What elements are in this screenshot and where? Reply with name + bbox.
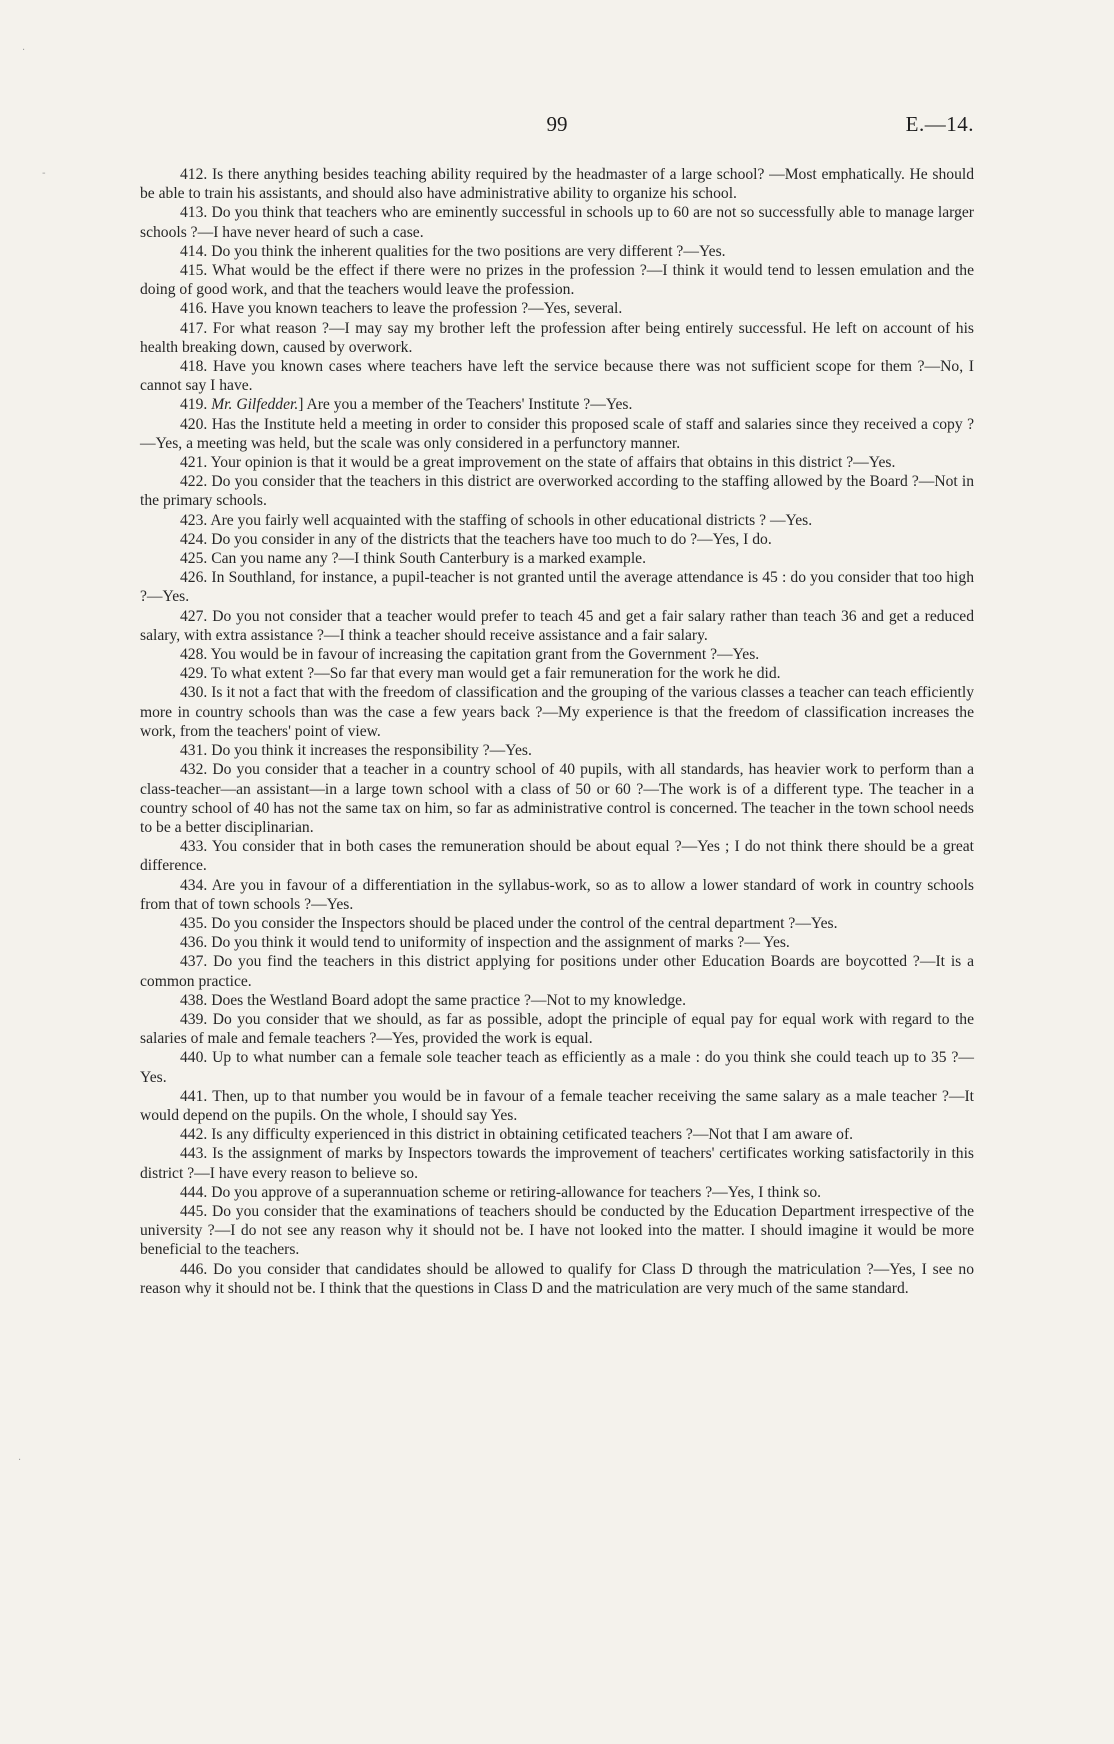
question-435: 435. Do you consider the Inspectors should be placed under the control of the central department ?—Yes. [180,914,838,932]
question-438: 438. Does the Westland Board adopt the same practice ?—Not to my knowledge. [180,991,686,1009]
question-437: 437. Do you find the teachers in this district applying for positions under other Education Boards are boycotted ?—It is a common practice. [140,953,974,990]
question-432: 432. Do you consider that a teacher in a country school of 40 pupils, with all standards, has heavier work to perform than a class-teacher—an assistant—in a large town school with a class of 50 or 60 ?—The work is of a different type. The teacher in a country school of 40 has not the same tax on him, so far as administrative control is concerned. The teacher in the town school needs to be a better disciplinarian. [140,761,974,836]
scan-speck: · [22,45,26,56]
question-444: 444. Do you approve of a superannuation scheme or retiring-allowance for teachers ?—Yes, I think so. [180,1183,822,1201]
question-426: 426. In Southland, for instance, a pupil-teacher is not granted until the average attendance is 45 : do you consider that too high ?—Yes. [140,569,974,606]
question-428: 428. You would be in favour of increasing the capitation grant from the Government ?—Yes. [180,646,760,664]
question-430: 430. Is it not a fact that with the freedom of classification and the grouping of the various classes a teacher can teach efficiently more in country schools than was the case a few years back ?—My experience is that the freedom of classification increases the work, from the teachers' point of view. [140,684,974,740]
question-412: 412. Is there anything besides teaching ability required by the headmaster of a large school? —Most emphatically. He should be able to train his assistants, and should also have administrative ability to organize his school. [140,166,974,203]
question-417: 417. For what reason ?—I may say my brother left the profession after being entirely successful. He left on account of his health breaking down, caused by overwork. [140,319,974,356]
question-413: 413. Do you think that teachers who are eminently successful in schools up to 60 are not so successfully able to manage larger schools ?—I have never heard of such a case. [140,204,974,241]
page-header [140,112,974,142]
question-422: 422. Do you consider that the teachers in this district are overworked according to the staffing allowed by the Board ?—Not in the primary schools. [140,473,974,510]
question-439: 439. Do you consider that we should, as far as possible, adopt the principle of equal pay for equal work with regard to the salaries of male and female teachers ?—Yes, provided the work is equal. [140,1010,974,1048]
page-number: 99 [546,112,568,136]
evidence-body [140,165,974,1298]
section-reference: E.—14. [905,112,974,136]
question-446: 446. Do you consider that candidates should be allowed to qualify for Class D through the matriculation ?—Yes, I see no reason why it should not be. I think that the questions in Class D and the matriculation are very much of the same standard. [140,1260,974,1297]
question-text: ] Are you a member of the Teachers' Institute ?—Yes. [298,396,633,414]
question-419 [140,395,974,414]
question-423: 423. Are you fairly well acquainted with the staffing of schools in other educational districts ? —Yes. [180,511,813,529]
question-441: 441. Then, up to that number you would be in favour of a female teacher receiving the same salary as a male teacher ?—It would depend on the pupils. On the whole, I should say Yes. [140,1087,974,1124]
question-424: 424. Do you consider in any of the districts that the teachers have too much to do ?—Yes, I do. [180,530,772,548]
question-414: 414. Do you think the inherent qualities for the two positions are very different ?—Yes. [180,242,726,260]
scan-speck: · [18,1455,22,1466]
question-431: 431. Do you think it increases the responsibility ?—Yes. [180,742,532,760]
question-427: 427. Do you not consider that a teacher would prefer to teach 45 and get a fair salary rather than teach 36 and get a reduced salary, with extra assistance ?—I think a teacher should receive assistance and a fair salary. [140,607,974,644]
question-433: 433. You consider that in both cases the remuneration should be about equal ?—Yes ; I do not think there should be a great difference. [140,838,974,875]
question-415: 415. What would be the effect if there were no prizes in the profession ?—I think it would tend to lessen emulation and the doing of good work, and that the teachers would leave the profession. [140,262,974,299]
question-418: 418. Have you known cases where teachers have left the service because there was not sufficient scope for them ?—No, I cannot say I have. [140,358,974,395]
question-434: 434. Are you in favour of a differentiation in the syllabus-work, so as to allow a lower standard of work in country schools from that of town schools ?—Yes. [140,876,974,913]
question-436: 436. Do you think it would tend to uniformity of inspection and the assignment of marks ?— Yes. [180,934,790,952]
question-445: 445. Do you consider that the examinations of teachers should be conducted by the Education Department irrespective of the university ?—I do not see any reason why it should not be. I have not looked into the matter. I should imagine it would be more beneficial to the teachers. [140,1202,974,1259]
question-440: 440. Up to what number can a female sole teacher teach as efficiently as a male : do you think she could teach up to 35 ?—Yes. [140,1049,974,1086]
speaker-name: Mr. Gilfedder. [211,396,299,414]
question-420: 420. Has the Institute held a meeting in order to consider this proposed scale of staff and salaries since they received a copy ?—Yes, a meeting was held, but the scale was only considered in a perfunctory manner. [140,415,974,452]
question-429: 429. To what extent ?—So far that every man would get a fair remuneration for the work he did. [180,665,781,683]
scan-speck: - [42,168,46,179]
question-425: 425. Can you name any ?—I think South Canterbury is a marked example. [180,550,646,568]
question-421: 421. Your opinion is that it would be a great improvement on the state of affairs that obtains in this district ?—Yes. [180,454,896,472]
question-443: 443. Is the assignment of marks by Inspectors towards the improvement of teachers' certificates working satisfactorily in this district ?—I have every reason to believe so. [140,1145,974,1182]
question-416: 416. Have you known teachers to leave the profession ?—Yes, several. [180,300,623,318]
question-442: 442. Is any difficulty experienced in this district in obtaining cetificated teachers ?—Not that I am aware of. [180,1126,854,1144]
question-prefix: 419. [180,396,212,414]
